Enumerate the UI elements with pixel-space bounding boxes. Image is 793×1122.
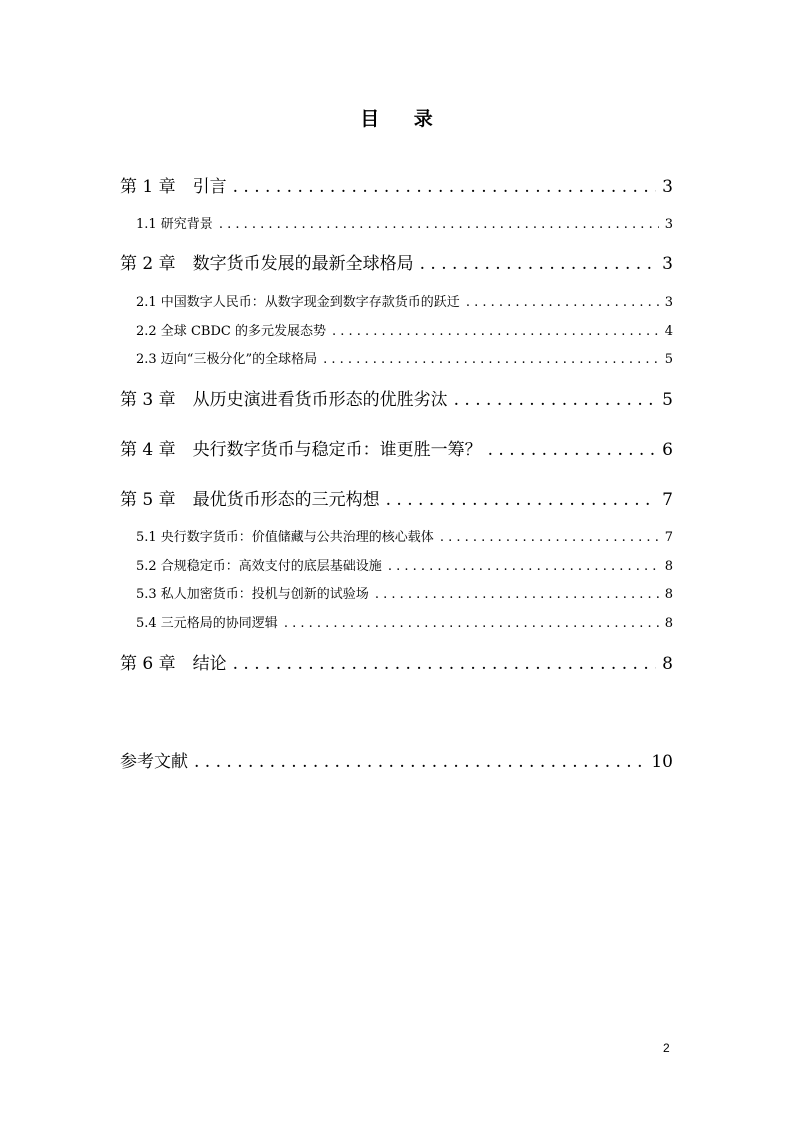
toc-entry-section-2-2[interactable]	[136, 320, 673, 339]
toc-entry-label: 2.1 中国数字人民币：从数字现金到数字存款货币的跃迁	[136, 295, 460, 310]
toc-entry-label: 第 5 章 最优货币形态的三元构想	[120, 490, 380, 510]
toc-entry-label: 5.2 合规稳定币：高效支付的底层基础设施	[136, 559, 382, 574]
toc-entry-chapter-5[interactable]	[120, 485, 673, 510]
toc-entry-section-2-1[interactable]	[136, 291, 673, 310]
dot-leader	[233, 654, 657, 674]
toc-entry-label: 5.3 私人加密货币：投机与创新的试验场	[136, 587, 369, 602]
dot-leader	[375, 587, 659, 602]
toc-entry-label: 第 3 章 从历史演进看货币形态的优胜劣汰	[120, 390, 448, 410]
dot-leader	[388, 559, 659, 574]
toc-entry-page: 5	[662, 390, 673, 410]
toc-entry-page: 4	[664, 324, 673, 339]
toc-entry-label: 第 1 章 引言	[120, 177, 227, 197]
toc-entry-chapter-2[interactable]	[120, 249, 673, 274]
toc-title: 目 录	[360, 108, 447, 130]
toc-entry-section-2-3[interactable]	[136, 348, 673, 367]
toc-entry-page: 10	[651, 752, 673, 772]
toc-entry-page: 3	[662, 177, 673, 197]
toc-entry-label: 1.1 研究背景	[136, 217, 213, 232]
toc-entry-chapter-1[interactable]	[120, 172, 673, 197]
dot-leader	[466, 295, 659, 310]
dot-leader	[454, 390, 657, 410]
toc-entry-section-5-3[interactable]	[136, 583, 673, 602]
dot-leader	[219, 217, 659, 232]
toc-entry-label: 2.2 全球 CBDC 的多元发展态势	[136, 324, 326, 339]
toc-entry-page: 8	[662, 654, 673, 674]
toc-entry-page: 7	[662, 490, 673, 510]
toc-entry-label: 2.3 迈向“三极分化”的全球格局	[136, 352, 318, 367]
toc-entry-page: 7	[664, 530, 673, 545]
dot-leader	[488, 440, 657, 460]
toc-entry-page: 3	[662, 254, 673, 274]
toc-entry-section-5-4[interactable]	[136, 612, 673, 631]
toc-entry-label: 第 2 章 数字货币发展的最新全球格局	[120, 254, 414, 274]
toc-entry-label: 5.1 央行数字货币：价值储藏与公共治理的核心载体	[136, 530, 434, 545]
toc-entry-page: 8	[664, 587, 673, 602]
toc-entry-page: 6	[662, 440, 673, 460]
toc-entry-chapter-6[interactable]	[120, 649, 673, 674]
toc-entry-page: 8	[664, 559, 673, 574]
toc-entry-page: 5	[664, 352, 673, 367]
dot-leader	[233, 177, 657, 197]
toc-entry-references[interactable]	[120, 747, 673, 772]
dot-leader	[284, 616, 659, 631]
dot-leader	[386, 490, 657, 510]
toc-entry-section-5-1[interactable]	[136, 526, 673, 545]
toc-entry-page: 8	[664, 616, 673, 631]
toc-entry-page: 3	[664, 295, 673, 310]
toc-entry-chapter-3[interactable]	[120, 385, 673, 410]
toc-entry-chapter-4[interactable]	[120, 435, 673, 460]
dot-leader	[323, 352, 659, 367]
dot-leader	[194, 752, 645, 772]
toc-entry-section-5-2[interactable]	[136, 555, 673, 574]
page-number: 2	[663, 1041, 670, 1055]
toc-entry-page: 3	[664, 217, 673, 232]
toc-entry-section-1-1[interactable]	[136, 213, 673, 232]
toc-entry-label: 5.4 三元格局的协同逻辑	[136, 616, 278, 631]
toc-entry-label: 参考文献	[120, 752, 188, 772]
dot-leader	[420, 254, 657, 274]
toc-entry-label: 第 4 章 央行数字货币与稳定币：谁更胜一筹？	[120, 440, 482, 460]
dot-leader	[440, 530, 659, 545]
dot-leader	[332, 324, 659, 339]
toc-entry-label: 第 6 章 结论	[120, 654, 227, 674]
